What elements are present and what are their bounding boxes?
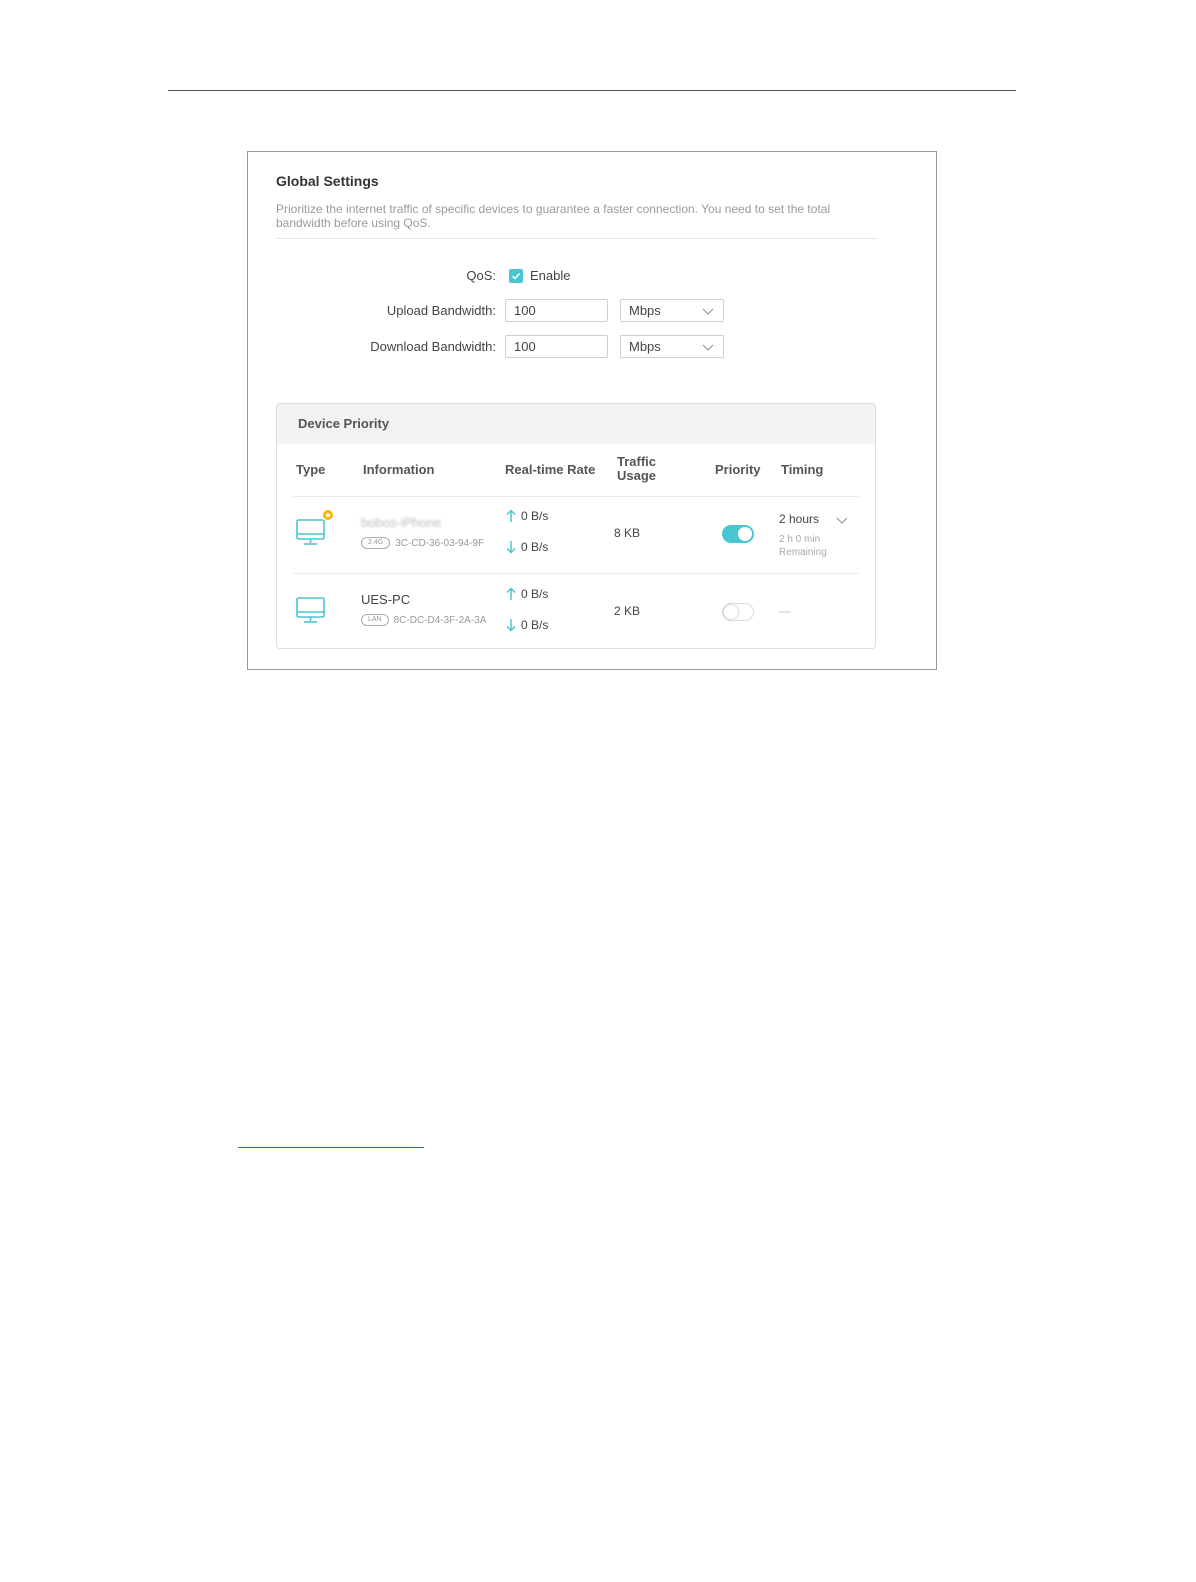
device-name: bobos-iPhone [361,515,442,530]
device-name: UES-PC [361,592,411,607]
download-rate-value: 0 B/s [521,618,549,632]
upload-rate-value: 0 B/s [521,587,549,601]
toggle-knob [724,605,738,619]
traffic-usage: 8 KB [614,526,641,540]
upload-unit-value: Mbps [629,303,661,318]
download-bandwidth-input[interactable]: 100 [505,335,608,358]
download-rate-value: 0 B/s [521,540,549,554]
device-mac: 3C-CD-36-03-94-9F [395,537,485,549]
col-priority: Priority [715,462,761,477]
device-priority-header [277,404,875,444]
device-mac: 8C-DC-D4-3F-2A-3A [393,614,487,626]
chevron-down-icon [702,308,714,315]
arrow-down-icon [506,618,516,632]
col-traffic-line1: Traffic [617,454,657,469]
timing-value: 2 hours [779,512,820,526]
global-settings-description: Prioritize the internet traffic of specific devices to guarantee a faster connection. You need to set the total bandwidth before using QoS. [276,202,831,230]
qos-label: QoS: [466,268,496,283]
priority-toggle[interactable] [722,603,754,621]
connection-badge: 2.4G [361,537,390,549]
download-unit-value: Mbps [629,339,661,354]
footnote-rule [238,1147,424,1148]
timing-empty: — [779,604,791,618]
download-rate [506,618,548,632]
timing-select[interactable] [779,512,819,526]
arrow-up-icon [506,587,516,601]
col-timing: Timing [781,462,824,477]
device-priority-title: Device Priority [298,416,390,431]
chevron-down-icon[interactable] [836,517,848,524]
col-traffic-usage [617,455,656,483]
section-divider [276,238,877,239]
connection-badge: LAN [361,614,389,626]
col-realtime-rate: Real-time Rate [505,462,596,477]
upload-bandwidth-label: Upload Bandwidth: [386,303,496,318]
download-bandwidth-label: Download Bandwidth: [370,339,496,354]
priority-toggle[interactable] [722,525,754,543]
download-rate [506,540,548,554]
timing-remaining-time: 2 h 0 min [779,534,821,545]
upload-bandwidth-input[interactable]: 100 [505,299,608,322]
arrow-down-icon [506,540,516,554]
col-information: Information [363,462,435,477]
timing-remaining-label: Remaining [779,547,827,558]
computer-icon [295,510,333,546]
download-unit-select[interactable] [620,335,724,358]
arrow-up-icon [506,509,516,523]
qos-screenshot-frame [247,151,937,670]
timing-remaining [779,533,827,559]
device-mac-line [361,537,484,549]
page-header-rule [168,90,1016,91]
toggle-knob [738,527,752,541]
upload-rate [506,509,548,523]
device-priority-card [276,403,876,649]
check-icon [511,271,521,281]
chevron-down-icon [702,344,714,351]
upload-rate-value: 0 B/s [521,509,549,523]
upload-unit-select[interactable] [620,299,724,322]
col-traffic-line2: Usage [617,468,657,483]
device-mac-line [361,614,486,626]
qos-enable-checkbox[interactable] [509,269,523,283]
traffic-usage: 2 KB [614,604,641,618]
table-header-divider [293,496,859,497]
global-settings-title: Global Settings [276,173,379,189]
col-type: Type [296,462,326,477]
qos-enable-label: Enable [530,268,571,283]
computer-icon [295,588,333,624]
upload-rate [506,587,548,601]
table-row-divider [293,573,859,574]
